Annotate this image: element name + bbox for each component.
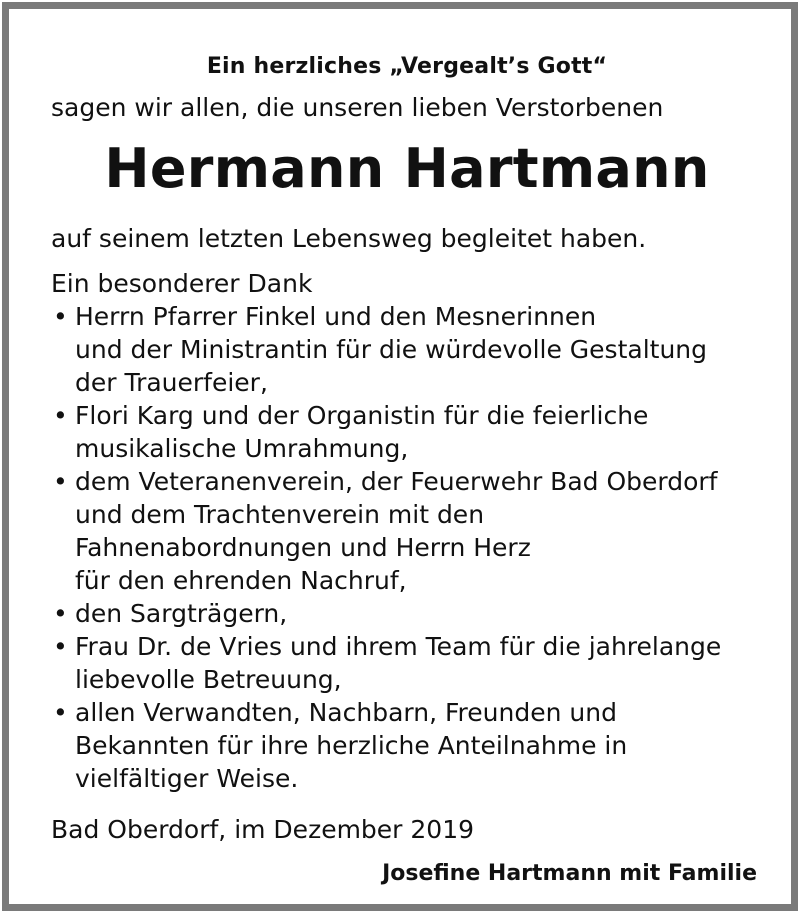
thanks-item-line: und der Ministrantin für die würdevolle Gestaltung <box>75 335 708 364</box>
thanks-item <box>51 399 763 465</box>
thanks-item-line: Herrn Pfarrer Finkel und den Mesnerinnen <box>75 302 597 331</box>
thanks-item-line: Bekannten für ihre herzliche Anteilnahme in <box>75 731 628 760</box>
after-name-text: auf seinem letzten Lebensweg begleitet haben. <box>51 224 647 253</box>
thanks-item <box>51 465 763 597</box>
thanks-item-line: den Sargträgern, <box>75 599 288 628</box>
intro-text: sagen wir allen, die unseren lieben Verstorbenen <box>51 93 664 122</box>
bullet-icon: • <box>53 467 68 496</box>
notice-border-frame <box>2 2 798 911</box>
bullet-icon: • <box>53 401 68 430</box>
thanks-item <box>51 597 763 630</box>
signature: Josefine Hartmann mit Familie <box>382 861 757 886</box>
notice-content <box>51 53 763 888</box>
thanks-item-line: Flori Karg und der Organistin für die feierliche <box>75 401 649 430</box>
thanks-item-line: allen Verwandten, Nachbarn, Freunden und <box>75 698 617 727</box>
thanks-item <box>51 630 763 696</box>
thanks-item-line: vielfältiger Weise. <box>75 764 299 793</box>
thanks-list <box>51 300 763 795</box>
thanks-item-line: der Trauerfeier, <box>75 368 268 397</box>
thanks-item-line: liebevolle Betreuung, <box>75 665 342 694</box>
bullet-icon: • <box>53 599 68 628</box>
bullet-icon: • <box>53 698 68 727</box>
thanks-item-line: Fahnenabordnungen und Herrn Herz <box>75 533 531 562</box>
thanks-item <box>51 696 763 795</box>
bullet-icon: • <box>53 302 68 331</box>
thanks-item-line: für den ehrenden Nachruf, <box>75 566 407 595</box>
thanks-item-line: Frau Dr. de Vries und ihrem Team für die jahrelange <box>75 632 722 661</box>
deceased-name: Hermann Hartmann <box>104 137 710 200</box>
thanks-item-line: dem Veteranenverein, der Feuerwehr Bad Oberdorf <box>75 467 718 496</box>
notice-heading: Ein herzliches „Vergealt’s Gott“ <box>206 54 608 79</box>
place-date: Bad Oberdorf, im Dezember 2019 <box>51 815 475 844</box>
thanks-item-line: musikalische Umrahmung, <box>75 434 409 463</box>
bullet-icon: • <box>53 632 68 661</box>
thanks-title: Ein besonderer Dank <box>51 269 313 298</box>
thanks-item-line: und dem Trachtenverein mit den <box>75 500 485 529</box>
thanks-item <box>51 300 763 399</box>
